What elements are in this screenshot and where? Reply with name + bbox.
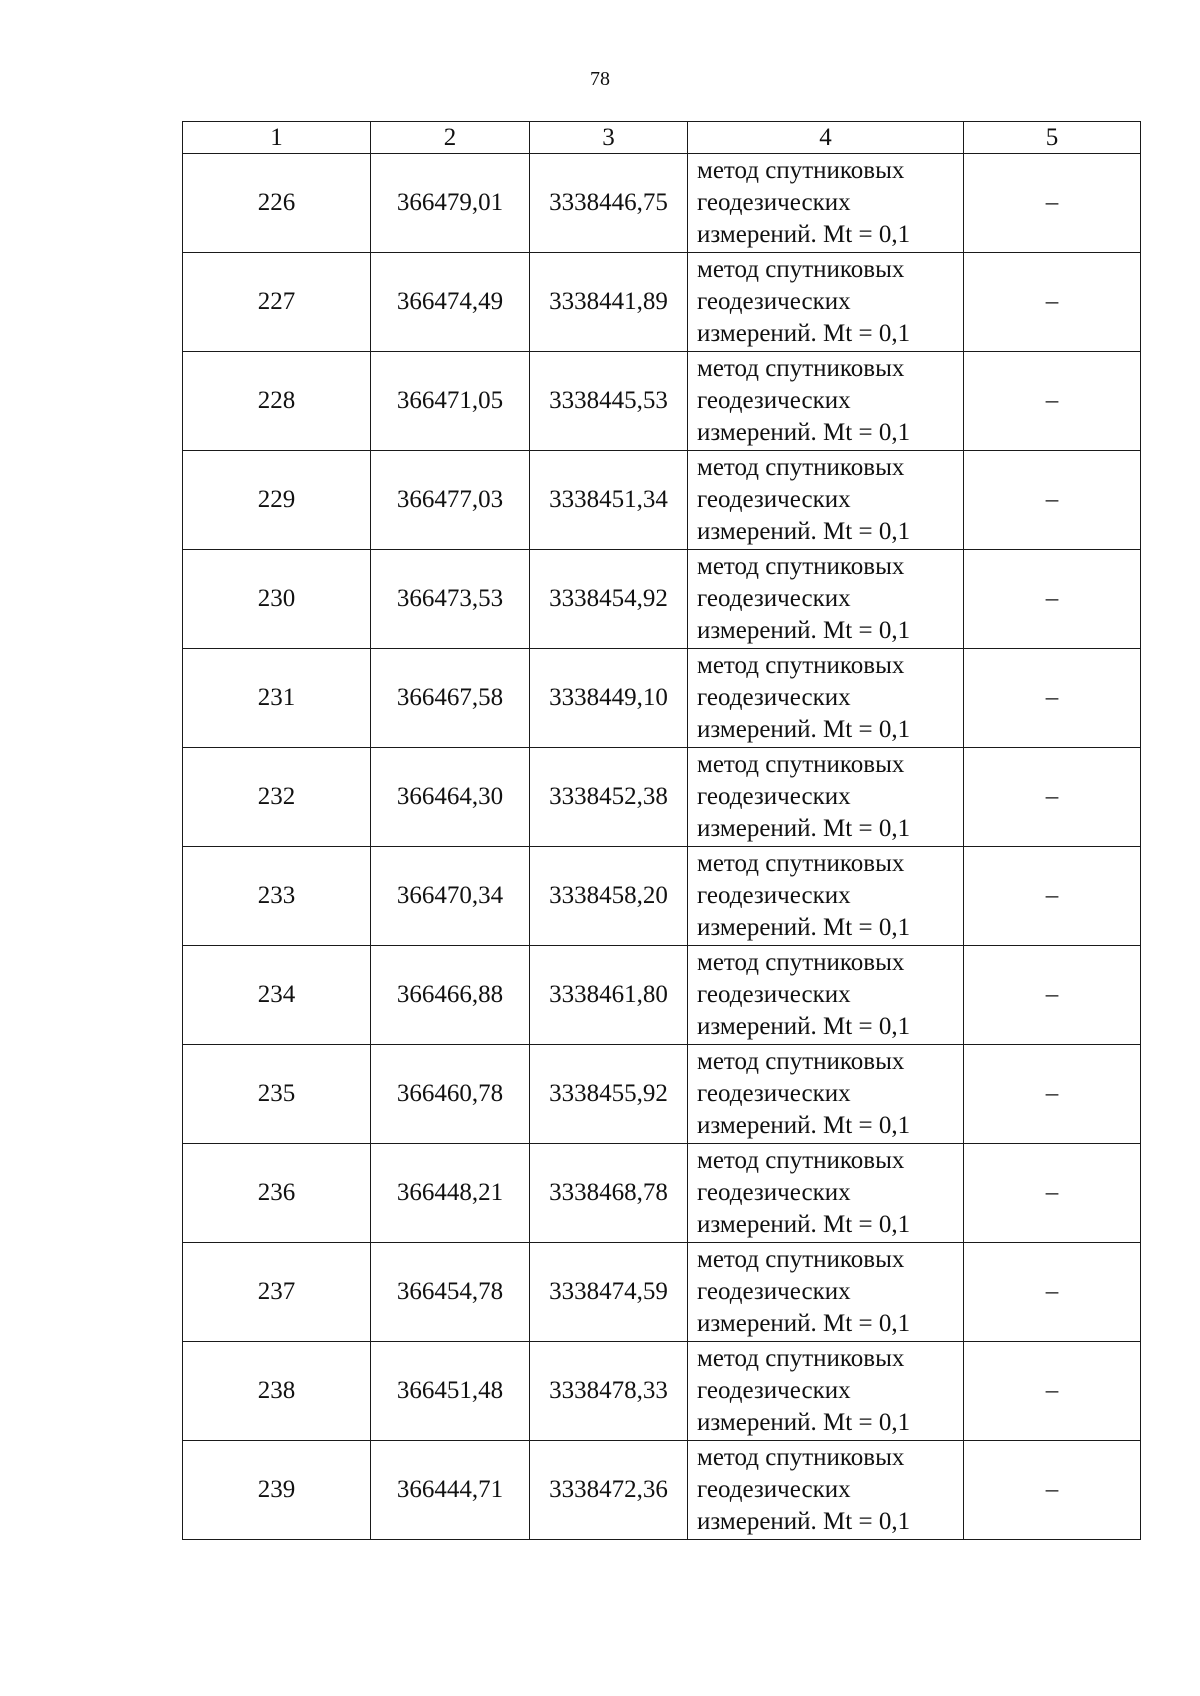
table-body [183, 154, 1141, 1540]
method-cell [688, 649, 964, 748]
table-row [183, 946, 1141, 1045]
method-line: геодезических [697, 1278, 851, 1305]
y-coordinate-cell: 3338454,92 [530, 550, 688, 649]
method-line: метод спутниковых [697, 1147, 905, 1174]
method-line: геодезических [697, 1476, 851, 1503]
y-coordinate-cell: 3338455,92 [530, 1045, 688, 1144]
method-line: измерений. Mt = 0,1 [697, 518, 911, 545]
method-line: метод спутниковых [697, 256, 905, 283]
method-cell [688, 451, 964, 550]
note-cell: – [964, 649, 1141, 748]
y-coordinate-cell: 3338451,34 [530, 451, 688, 550]
method-line: геодезических [697, 882, 851, 909]
method-cell [688, 1342, 964, 1441]
column-header-4: 4 [688, 122, 964, 154]
method-line: измерений. Mt = 0,1 [697, 419, 911, 446]
table-row [183, 154, 1141, 253]
x-coordinate-cell: 366471,05 [371, 352, 530, 451]
method-cell [688, 1144, 964, 1243]
table-row [183, 451, 1141, 550]
point-number-cell: 227 [183, 253, 371, 352]
method-cell [688, 352, 964, 451]
method-line: геодезических [697, 783, 851, 810]
y-coordinate-cell: 3338461,80 [530, 946, 688, 1045]
method-line: геодезических [697, 981, 851, 1008]
method-cell [688, 1045, 964, 1144]
method-line: метод спутниковых [697, 157, 905, 184]
x-coordinate-cell: 366474,49 [371, 253, 530, 352]
method-line: измерений. Mt = 0,1 [697, 1409, 911, 1436]
method-cell [688, 253, 964, 352]
x-coordinate-cell: 366464,30 [371, 748, 530, 847]
point-number-cell: 234 [183, 946, 371, 1045]
method-cell [688, 154, 964, 253]
y-coordinate-cell: 3338441,89 [530, 253, 688, 352]
method-line: геодезических [697, 585, 851, 612]
column-header-5: 5 [964, 122, 1141, 154]
note-cell: – [964, 1243, 1141, 1342]
table-row [183, 1342, 1141, 1441]
point-number-cell: 228 [183, 352, 371, 451]
y-coordinate-cell: 3338474,59 [530, 1243, 688, 1342]
point-number-cell: 237 [183, 1243, 371, 1342]
table-row [183, 550, 1141, 649]
method-line: метод спутниковых [697, 1345, 905, 1372]
method-line: измерений. Mt = 0,1 [697, 1310, 911, 1337]
note-cell: – [964, 946, 1141, 1045]
method-line: геодезических [697, 387, 851, 414]
note-cell: – [964, 1045, 1141, 1144]
method-cell [688, 946, 964, 1045]
method-line: метод спутниковых [697, 1246, 905, 1273]
method-line: геодезических [697, 1080, 851, 1107]
x-coordinate-cell: 366460,78 [371, 1045, 530, 1144]
method-line: геодезических [697, 1179, 851, 1206]
note-cell: – [964, 1144, 1141, 1243]
method-line: измерений. Mt = 0,1 [697, 320, 911, 347]
method-line: метод спутниковых [697, 355, 905, 382]
coordinates-table [182, 121, 1141, 1540]
method-line: измерений. Mt = 0,1 [697, 1112, 911, 1139]
method-line: метод спутниковых [697, 652, 905, 679]
x-coordinate-cell: 366467,58 [371, 649, 530, 748]
table-row [183, 352, 1141, 451]
table-row [183, 1243, 1141, 1342]
table-row [183, 1144, 1141, 1243]
note-cell: – [964, 352, 1141, 451]
point-number-cell: 238 [183, 1342, 371, 1441]
note-cell: – [964, 154, 1141, 253]
column-header-3: 3 [530, 122, 688, 154]
point-number-cell: 231 [183, 649, 371, 748]
method-cell [688, 748, 964, 847]
y-coordinate-cell: 3338446,75 [530, 154, 688, 253]
note-cell: – [964, 748, 1141, 847]
method-line: геодезических [697, 288, 851, 315]
method-line: измерений. Mt = 0,1 [697, 1508, 911, 1535]
method-cell [688, 847, 964, 946]
column-header-1: 1 [183, 122, 371, 154]
note-cell: – [964, 550, 1141, 649]
method-line: измерений. Mt = 0,1 [697, 815, 911, 842]
x-coordinate-cell: 366479,01 [371, 154, 530, 253]
note-cell: – [964, 1342, 1141, 1441]
point-number-cell: 230 [183, 550, 371, 649]
y-coordinate-cell: 3338449,10 [530, 649, 688, 748]
x-coordinate-cell: 366444,71 [371, 1441, 530, 1540]
page-number: 78 [590, 68, 610, 90]
y-coordinate-cell: 3338468,78 [530, 1144, 688, 1243]
x-coordinate-cell: 366473,53 [371, 550, 530, 649]
method-line: геодезических [697, 684, 851, 711]
y-coordinate-cell: 3338445,53 [530, 352, 688, 451]
note-cell: – [964, 847, 1141, 946]
y-coordinate-cell: 3338452,38 [530, 748, 688, 847]
point-number-cell: 235 [183, 1045, 371, 1144]
coordinates-table-container [182, 121, 1140, 1540]
method-line: измерений. Mt = 0,1 [697, 914, 911, 941]
method-line: измерений. Mt = 0,1 [697, 716, 911, 743]
table-row [183, 1441, 1141, 1540]
y-coordinate-cell: 3338472,36 [530, 1441, 688, 1540]
point-number-cell: 229 [183, 451, 371, 550]
point-number-cell: 232 [183, 748, 371, 847]
method-line: метод спутниковых [697, 1444, 905, 1471]
point-number-cell: 233 [183, 847, 371, 946]
x-coordinate-cell: 366451,48 [371, 1342, 530, 1441]
method-line: метод спутниковых [697, 454, 905, 481]
method-line: метод спутниковых [697, 949, 905, 976]
method-line: измерений. Mt = 0,1 [697, 617, 911, 644]
method-line: метод спутниковых [697, 751, 905, 778]
method-line: измерений. Mt = 0,1 [697, 221, 911, 248]
table-header-row [183, 122, 1141, 154]
method-line: геодезических [697, 189, 851, 216]
note-cell: – [964, 1441, 1141, 1540]
x-coordinate-cell: 366454,78 [371, 1243, 530, 1342]
table-row [183, 649, 1141, 748]
table-row [183, 1045, 1141, 1144]
method-line: измерений. Mt = 0,1 [697, 1211, 911, 1238]
method-line: геодезических [697, 486, 851, 513]
x-coordinate-cell: 366470,34 [371, 847, 530, 946]
table-row [183, 847, 1141, 946]
method-line: метод спутниковых [697, 850, 905, 877]
method-line: геодезических [697, 1377, 851, 1404]
method-line: измерений. Mt = 0,1 [697, 1013, 911, 1040]
y-coordinate-cell: 3338458,20 [530, 847, 688, 946]
point-number-cell: 226 [183, 154, 371, 253]
method-cell [688, 550, 964, 649]
note-cell: – [964, 451, 1141, 550]
method-line: метод спутниковых [697, 1048, 905, 1075]
x-coordinate-cell: 366466,88 [371, 946, 530, 1045]
point-number-cell: 239 [183, 1441, 371, 1540]
table-row [183, 748, 1141, 847]
method-cell [688, 1243, 964, 1342]
x-coordinate-cell: 366448,21 [371, 1144, 530, 1243]
point-number-cell: 236 [183, 1144, 371, 1243]
method-cell [688, 1441, 964, 1540]
method-line: метод спутниковых [697, 553, 905, 580]
column-header-2: 2 [371, 122, 530, 154]
note-cell: – [964, 253, 1141, 352]
x-coordinate-cell: 366477,03 [371, 451, 530, 550]
y-coordinate-cell: 3338478,33 [530, 1342, 688, 1441]
table-row [183, 253, 1141, 352]
